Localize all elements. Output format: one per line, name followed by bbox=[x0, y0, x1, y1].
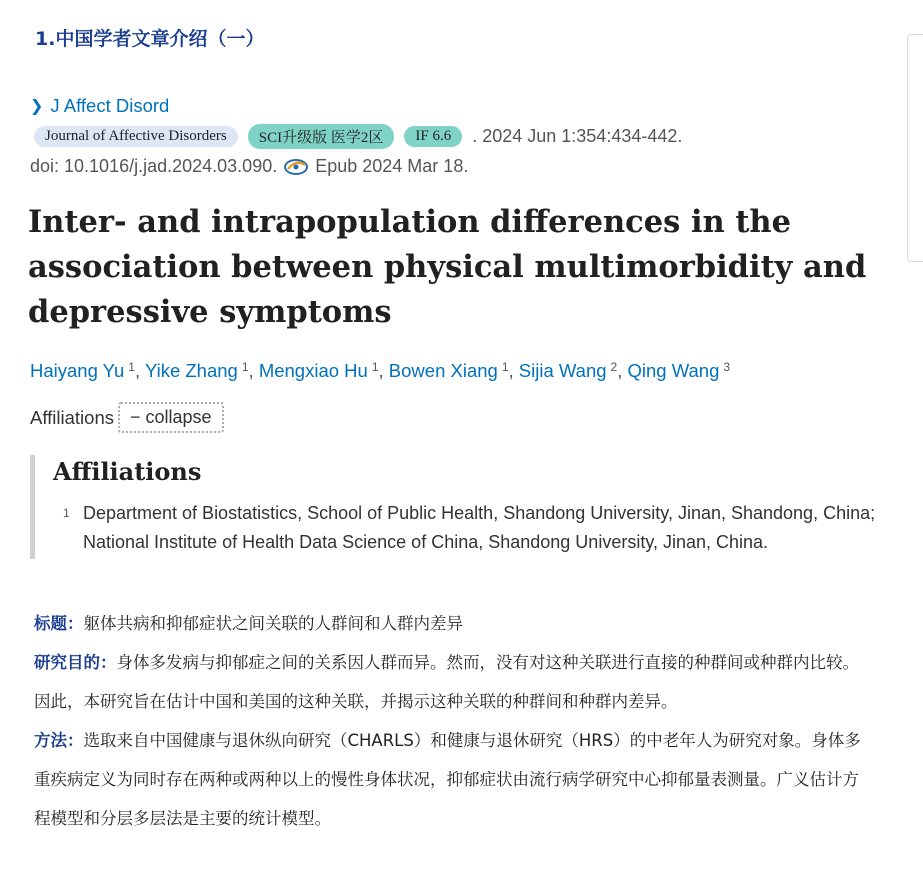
abstract-title-text: 躯体共病和抑郁症状之间关联的人群间和人群内差异 bbox=[83, 614, 463, 633]
citation-date-pages: . 2024 Jun 1:354:434-442. bbox=[472, 125, 683, 146]
abstract-methods-label: 方法： bbox=[34, 731, 84, 750]
citation-meta-row bbox=[34, 123, 682, 149]
epub-icon bbox=[283, 157, 309, 177]
doi-text[interactable]: doi: 10.1016/j.jad.2024.03.090. bbox=[30, 156, 278, 176]
author-aff-number[interactable]: 1 bbox=[371, 360, 379, 374]
author-link[interactable]: Sijia Wang bbox=[518, 360, 607, 381]
affiliations-panel bbox=[30, 455, 890, 559]
abstract-purpose-text: 身体多发病与抑郁症之间的关系因人群而异。然而，没有对这种关联进行直接的种群间或种群内比较。因此，本研究旨在估计中国和美国的这种关联，并揭示这种关联的种群间和种群内差异。 bbox=[34, 653, 859, 711]
side-panel-edge[interactable] bbox=[907, 34, 923, 262]
author-link[interactable]: Haiyang Yu bbox=[30, 360, 125, 381]
article-title: Inter- and intrapopulation differences in the association between physical multimorbidity and depressive symptoms bbox=[28, 204, 867, 330]
affiliations-heading: Affiliations bbox=[53, 457, 202, 486]
author-aff-number[interactable]: 1 bbox=[128, 360, 135, 374]
author-aff-number[interactable]: 1 bbox=[241, 360, 249, 374]
impact-factor-badge[interactable]: IF 6.6 bbox=[404, 126, 462, 147]
abstract-title-label: 标题： bbox=[34, 614, 84, 633]
author-link[interactable]: Mengxiao Hu bbox=[258, 360, 368, 381]
journal-badge[interactable]: Journal of Affective Disorders bbox=[34, 126, 238, 147]
affiliation-number: 1 bbox=[63, 506, 70, 520]
journal-link[interactable] bbox=[30, 95, 169, 117]
affiliations-toggle-row bbox=[30, 402, 224, 433]
abstract-purpose-label: 研究目的： bbox=[34, 653, 117, 672]
journal-link-label[interactable]: J Affect Disord bbox=[50, 95, 170, 116]
doi-row bbox=[30, 156, 468, 177]
author-aff-number[interactable]: 3 bbox=[723, 360, 731, 374]
author-list: Haiyang Yu $^1$, Yike Zhang $^1$, Mengxiao Hu $^1$, Bowen Xiang $^1$, Sijia Wang $^2$, Qing Wang $^3$ bbox=[30, 360, 731, 381]
epub-date: Epub 2024 Mar 18. bbox=[315, 156, 469, 176]
affiliations-label: Affiliations bbox=[30, 406, 114, 428]
abstract-methods-paragraph bbox=[34, 721, 870, 838]
author-link[interactable]: Qing Wang bbox=[627, 360, 720, 381]
abstract-summary bbox=[34, 604, 870, 838]
affiliation-text: Department of Biostatistics, School of Public Health, Shandong University, Jinan, Shandong, China; National Institute of Health Data Science of China, Shandong University, Jinan, China. bbox=[83, 503, 876, 552]
abstract-title-paragraph bbox=[34, 604, 870, 643]
chevron-right-icon: ❯ bbox=[30, 98, 44, 115]
abstract-purpose-paragraph bbox=[34, 643, 870, 721]
abstract-methods-text: 选取来自中国健康与退休纵向研究（CHARLS）和健康与退休研究（HRS）的中老年人为研究对象。身体多重疾病定义为同时存在两种或两种以上的慢性身体状况，抑郁症状由流行病学研究中心抑郁量表测量。广义估计方程模型和分层多层法是主要的统计模型。 bbox=[34, 731, 861, 828]
author-link[interactable]: Bowen Xiang bbox=[388, 360, 498, 381]
collapse-button[interactable]: − collapse bbox=[118, 402, 224, 433]
author-aff-number[interactable]: 2 bbox=[610, 360, 618, 374]
sci-rank-badge[interactable]: SCI升级版 医学2区 bbox=[248, 124, 395, 149]
author-aff-number[interactable]: 1 bbox=[501, 360, 509, 374]
author-link[interactable]: Yike Zhang bbox=[144, 360, 238, 381]
section-heading: 1.中国学者文章介绍（一） bbox=[35, 28, 265, 50]
